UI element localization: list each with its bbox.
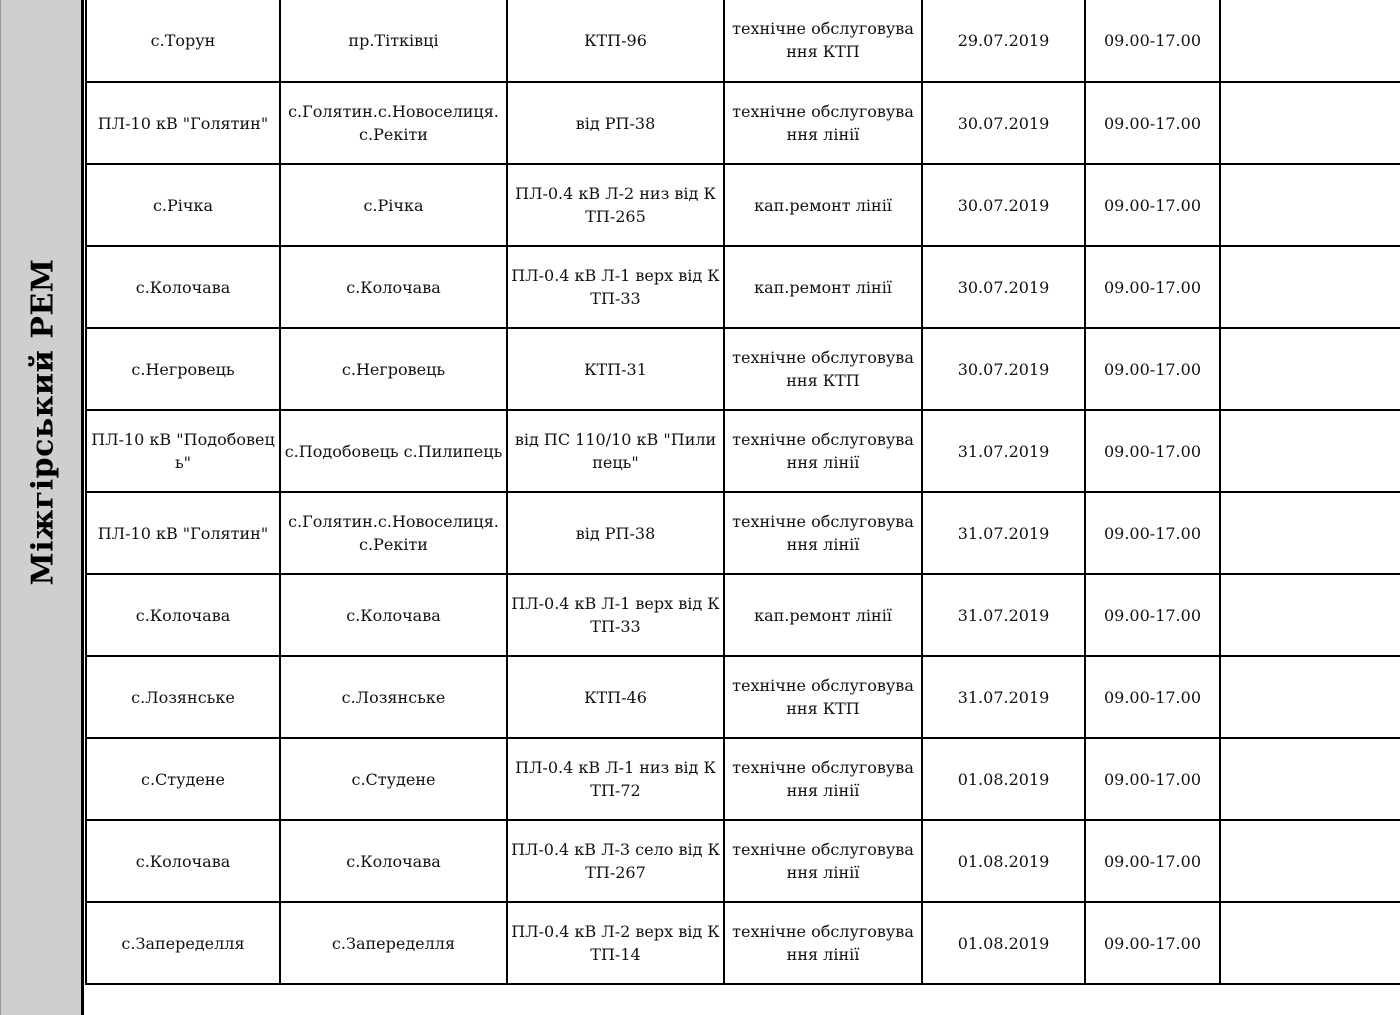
cell-time: 09.00-17.00: [1085, 820, 1220, 902]
cell-date: 01.08.2019: [922, 820, 1085, 902]
cell-note: [1220, 902, 1400, 984]
cell-work-type: технічне обслуговування лінії: [724, 820, 922, 902]
cell-date: 30.07.2019: [922, 328, 1085, 410]
rem-name-label: Міжгірський РЕМ: [25, 258, 61, 586]
cell-streets: с.Колочава: [280, 820, 507, 902]
cell-object: КТП-46: [507, 656, 724, 738]
cell-date: 29.07.2019: [922, 0, 1085, 82]
cell-settlement: ПЛ-10 кВ "Подобовець": [86, 410, 280, 492]
cell-object: від РП-38: [507, 492, 724, 574]
cell-work-type: технічне обслуговування лінії: [724, 82, 922, 164]
cell-object: ПЛ-0.4 кВ Л-2 верх від КТП-14: [507, 902, 724, 984]
cell-note: [1220, 246, 1400, 328]
outage-schedule-table: [85, 0, 1400, 985]
cell-date: 01.08.2019: [922, 738, 1085, 820]
cell-note: [1220, 820, 1400, 902]
rem-side-band: [0, 0, 84, 1015]
cell-work-type: кап.ремонт лінії: [724, 246, 922, 328]
cell-settlement: с.Колочава: [86, 246, 280, 328]
cell-time: 09.00-17.00: [1085, 738, 1220, 820]
cell-streets: с.Подобовець с.Пилипець: [280, 410, 507, 492]
cell-settlement: с.Річка: [86, 164, 280, 246]
cell-object: КТП-31: [507, 328, 724, 410]
cell-time: 09.00-17.00: [1085, 492, 1220, 574]
table-row: [86, 820, 1400, 902]
cell-object: ПЛ-0.4 кВ Л-1 низ від КТП-72: [507, 738, 724, 820]
cell-note: [1220, 492, 1400, 574]
table-row: [86, 738, 1400, 820]
cell-work-type: технічне обслуговування лінії: [724, 738, 922, 820]
cell-work-type: технічне обслуговування КТП: [724, 328, 922, 410]
cell-note: [1220, 656, 1400, 738]
cell-time: 09.00-17.00: [1085, 164, 1220, 246]
cell-object: від ПС 110/10 кВ "Пилипець": [507, 410, 724, 492]
cell-date: 30.07.2019: [922, 246, 1085, 328]
cell-settlement: с.Колочава: [86, 574, 280, 656]
table-row: [86, 410, 1400, 492]
cell-note: [1220, 410, 1400, 492]
cell-streets: с.Річка: [280, 164, 507, 246]
cell-date: 31.07.2019: [922, 656, 1085, 738]
cell-settlement: с.Негровець: [86, 328, 280, 410]
cell-note: [1220, 574, 1400, 656]
cell-object: ПЛ-0.4 кВ Л-1 верх від КТП-33: [507, 246, 724, 328]
cell-streets: с.Голятин.с.Новоселиця.с.Рекіти: [280, 492, 507, 574]
cell-settlement: с.Лозянське: [86, 656, 280, 738]
cell-time: 09.00-17.00: [1085, 410, 1220, 492]
table-row: [86, 902, 1400, 984]
cell-work-type: технічне обслуговування КТП: [724, 0, 922, 82]
cell-date: 31.07.2019: [922, 410, 1085, 492]
table-body: [86, 0, 1400, 984]
cell-date: 01.08.2019: [922, 902, 1085, 984]
cell-time: 09.00-17.00: [1085, 328, 1220, 410]
cell-work-type: кап.ремонт лінії: [724, 164, 922, 246]
cell-note: [1220, 0, 1400, 82]
cell-date: 31.07.2019: [922, 492, 1085, 574]
cell-time: 09.00-17.00: [1085, 902, 1220, 984]
cell-note: [1220, 738, 1400, 820]
cell-streets: с.Голятин.с.Новоселиця.с.Рекіти: [280, 82, 507, 164]
cell-work-type: технічне обслуговування лінії: [724, 410, 922, 492]
table-row: [86, 164, 1400, 246]
cell-settlement: с.Студене: [86, 738, 280, 820]
table-row: [86, 656, 1400, 738]
cell-date: 30.07.2019: [922, 164, 1085, 246]
cell-streets: с.Негровець: [280, 328, 507, 410]
cell-work-type: кап.ремонт лінії: [724, 574, 922, 656]
cell-streets: с.Запеределля: [280, 902, 507, 984]
cell-settlement: ПЛ-10 кВ "Голятин": [86, 82, 280, 164]
cell-time: 09.00-17.00: [1085, 82, 1220, 164]
cell-time: 09.00-17.00: [1085, 246, 1220, 328]
cell-streets: с.Студене: [280, 738, 507, 820]
cell-streets: с.Лозянське: [280, 656, 507, 738]
cell-time: 09.00-17.00: [1085, 574, 1220, 656]
table-row: [86, 492, 1400, 574]
cell-time: 09.00-17.00: [1085, 0, 1220, 82]
cell-object: ПЛ-0.4 кВ Л-3 село від КТП-267: [507, 820, 724, 902]
table-row: [86, 328, 1400, 410]
cell-note: [1220, 164, 1400, 246]
cell-object: ПЛ-0.4 кВ Л-2 низ від КТП-265: [507, 164, 724, 246]
cell-streets: с.Колочава: [280, 246, 507, 328]
cell-settlement: ПЛ-10 кВ "Голятин": [86, 492, 280, 574]
cell-date: 30.07.2019: [922, 82, 1085, 164]
cell-streets: с.Колочава: [280, 574, 507, 656]
table-row: [86, 574, 1400, 656]
cell-work-type: технічне обслуговування КТП: [724, 656, 922, 738]
table-row: [86, 246, 1400, 328]
cell-streets: пр.Тітківці: [280, 0, 507, 82]
cell-date: 31.07.2019: [922, 574, 1085, 656]
cell-settlement: с.Колочава: [86, 820, 280, 902]
cell-object: КТП-96: [507, 0, 724, 82]
table-row: [86, 0, 1400, 82]
cell-work-type: технічне обслуговування лінії: [724, 902, 922, 984]
cell-object: від РП-38: [507, 82, 724, 164]
cell-note: [1220, 82, 1400, 164]
cell-settlement: с.Торун: [86, 0, 280, 82]
cell-settlement: с.Запеределля: [86, 902, 280, 984]
table-row: [86, 82, 1400, 164]
cell-time: 09.00-17.00: [1085, 656, 1220, 738]
cell-work-type: технічне обслуговування лінії: [724, 492, 922, 574]
cell-object: ПЛ-0.4 кВ Л-1 верх від КТП-33: [507, 574, 724, 656]
cell-note: [1220, 328, 1400, 410]
